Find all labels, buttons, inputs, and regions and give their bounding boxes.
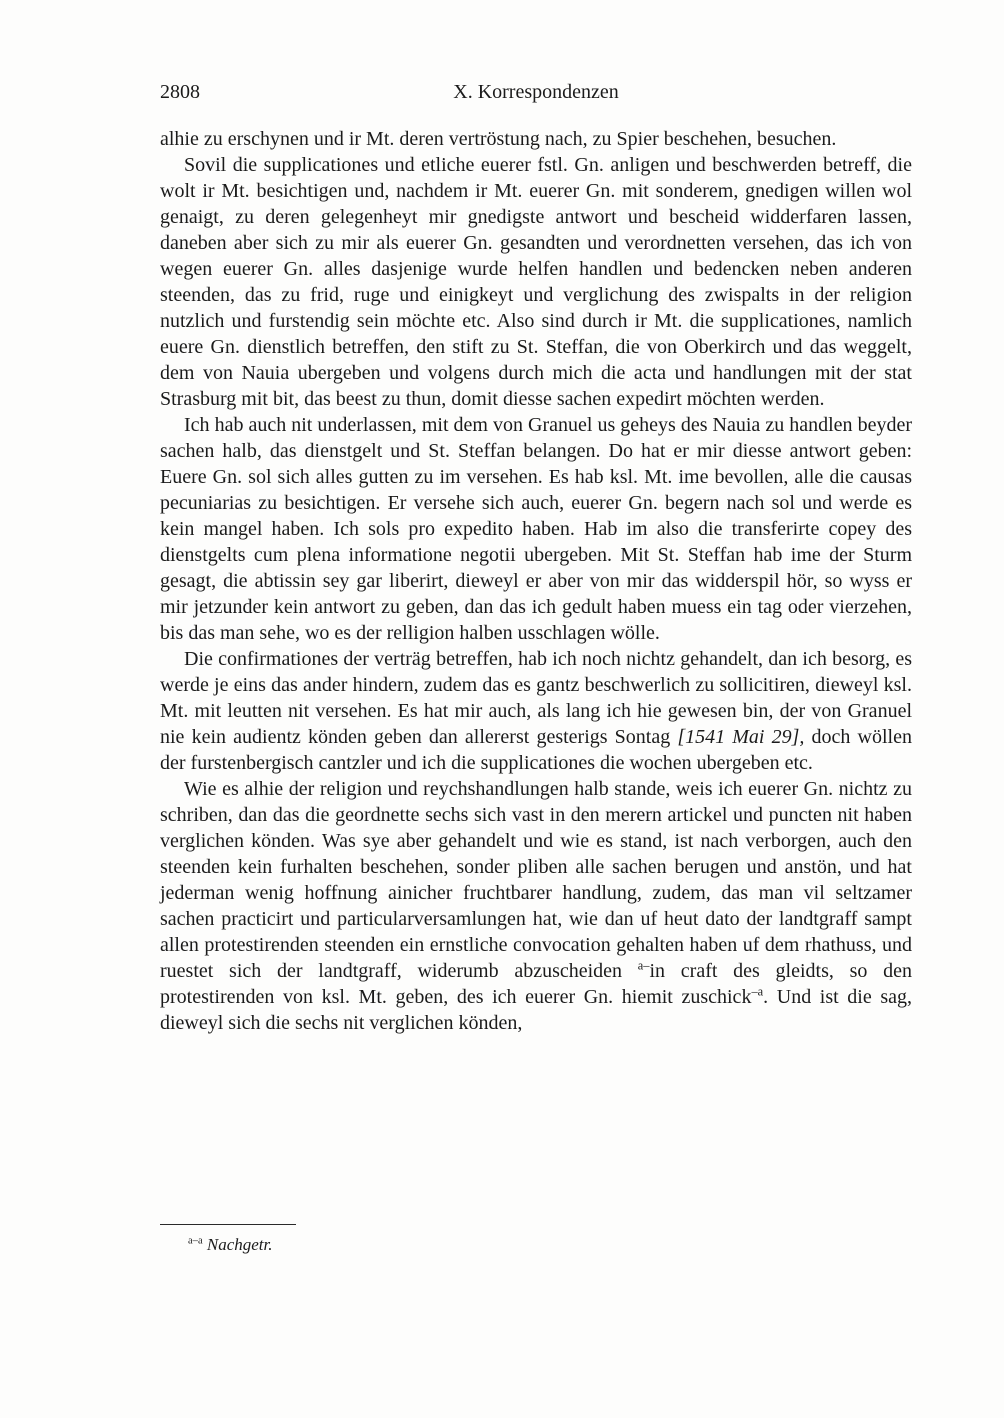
footnote-rule — [160, 1224, 296, 1225]
paragraph — [160, 126, 912, 152]
text-segment: Die confirmationes der verträg betreffen, hab ich noch nichtz gehandelt, dan ich besorg, es werde je eins das ander hindern, zudem das es gantz beschwerlich zu sollicitiren, dieweyl ksl. Mt. mit leutten nit versehen. Es hat mir auch, als lang ich hie gewesen bin, der von Granuel nie kein audientz könden geben dan allererst gesterigs Sontag — [160, 648, 912, 748]
text-segment: Sovil die supplicationes und etliche euerer fstl. Gn. anligen und beschwerden betreff, die wolt ir Mt. besichtigen und, nachdem ir Mt. euerer Gn. mit sonderem, gnedigen willen wol genaigt, zu deren gelegenheyt mir gnedigste antwort und bescheid widderfaren lassen, daneben aber sich zu mir als euerer Gn. gesandten und verordnetten versehen, das ich von wegen euerer Gn. alles dasjenige wurde helfen handlen und bedencken neben anderen steenden, das zu frid, ruge und einigkeyt und verglichung des zwispalts in der religion nutzlich und furstendig sein möchte etc. Also sind durch ir Mt. die supplicationes, namlich euere Gn. dienstlich betreffen, den stift zu St. Steffan, die von Oberkirch und das weggelt, dem von Nauia ubergeben und volgens durch mich die acta und handlungen mit der stat Strasburg mit bit, das beest zu thun, domit diesse sachen expedirt möchten werden. — [160, 154, 912, 410]
text-segment: . Und ist die sag, dieweyl sich die sechs nit verglichen könden, — [160, 986, 913, 1034]
footnote-text: Nachgetr. — [206, 1235, 273, 1254]
paragraph — [160, 776, 912, 1036]
page-number: 2808 — [160, 81, 200, 103]
text-segment: alhie zu erschynen und ir Mt. deren vertröstung nach, zu Spier beschehen, besuchen. — [160, 128, 837, 150]
paragraph — [160, 152, 912, 412]
text-body — [160, 126, 912, 1036]
text-segment: [1541 Mai 29], — [677, 726, 805, 748]
paragraph — [160, 646, 912, 776]
footnote-line — [160, 1234, 912, 1256]
footnote-section — [160, 1224, 912, 1256]
page-header — [160, 80, 912, 104]
running-header: X. Korrespondenzen — [453, 81, 619, 103]
text-segment: doch wöllen der furstenbergisch cantzler und ich die supplicationes die wochen ubergeben etc. — [160, 726, 912, 774]
page-content — [160, 80, 912, 1036]
paragraph — [160, 412, 912, 646]
text-segment: Wie es alhie der religion und reychshandlungen halb stande, weis ich euerer Gn. nichtz zu schriben, dan das die geordnette sechs sich vast in den merern artickel und puncten nit haben verglichen könden. Was sye aber gehandelt und wie es stand, ist nach verborgen, auch den steenden kein furhalten beschehen, sonder pliben alle sachen berugen und anstön, und hat jederman wenig hoffnung ainicher fruchtbarer handlung, zudem, das man vil seltzamer sachen practicirt und particularversamlungen hat, wie dan uf heut dato der landtgraff sampt allen protestirenden steenden ein ernstliche convocation gehalten haben uf dem rhathuss, und ruestet sich der landtgraff, widerumb abzuscheiden — [160, 778, 912, 982]
footnote-marker: a–a — [188, 1235, 203, 1247]
footnote-reference: –a — [751, 984, 764, 999]
footnote-reference: a– — [637, 958, 650, 973]
text-segment: Ich hab auch nit underlassen, mit dem von Granuel us geheys des Nauia zu handlen beyder sachen halb, das dienstgelt und St. Steffan belangen. Do hat er mir diesse antwort geben: Euere Gn. sol sich alles gutten zu im versehen. Es hab ksl. Mt. ime bevollen, alle die causas pecuniarias zu besichtigen. Er versehe sich auch, euerer Gn. begern nach sol und werde es kein mangel haben. Ich sols pro expedito haben. Hab im also die transferirte copey des dienstgelts cum plena informatione negotii ubergeben. Mit St. Steffan hab ime der Sturm gesagt, die abtissin sey gar liberirt, dieweyl er aber von mir das widderspil hör, so wyss er mir jetzunder kein antwort zu geben, dan das ich gedult haben muess ein tag oder vierzehen, bis das man sehe, wo es der relligion halben usschlagen wölle. — [160, 414, 912, 644]
text-segment: in craft des gleidts, so den protestirenden von ksl. Mt. geben, des ich euerer Gn. hiemit zuschick — [160, 960, 912, 1008]
